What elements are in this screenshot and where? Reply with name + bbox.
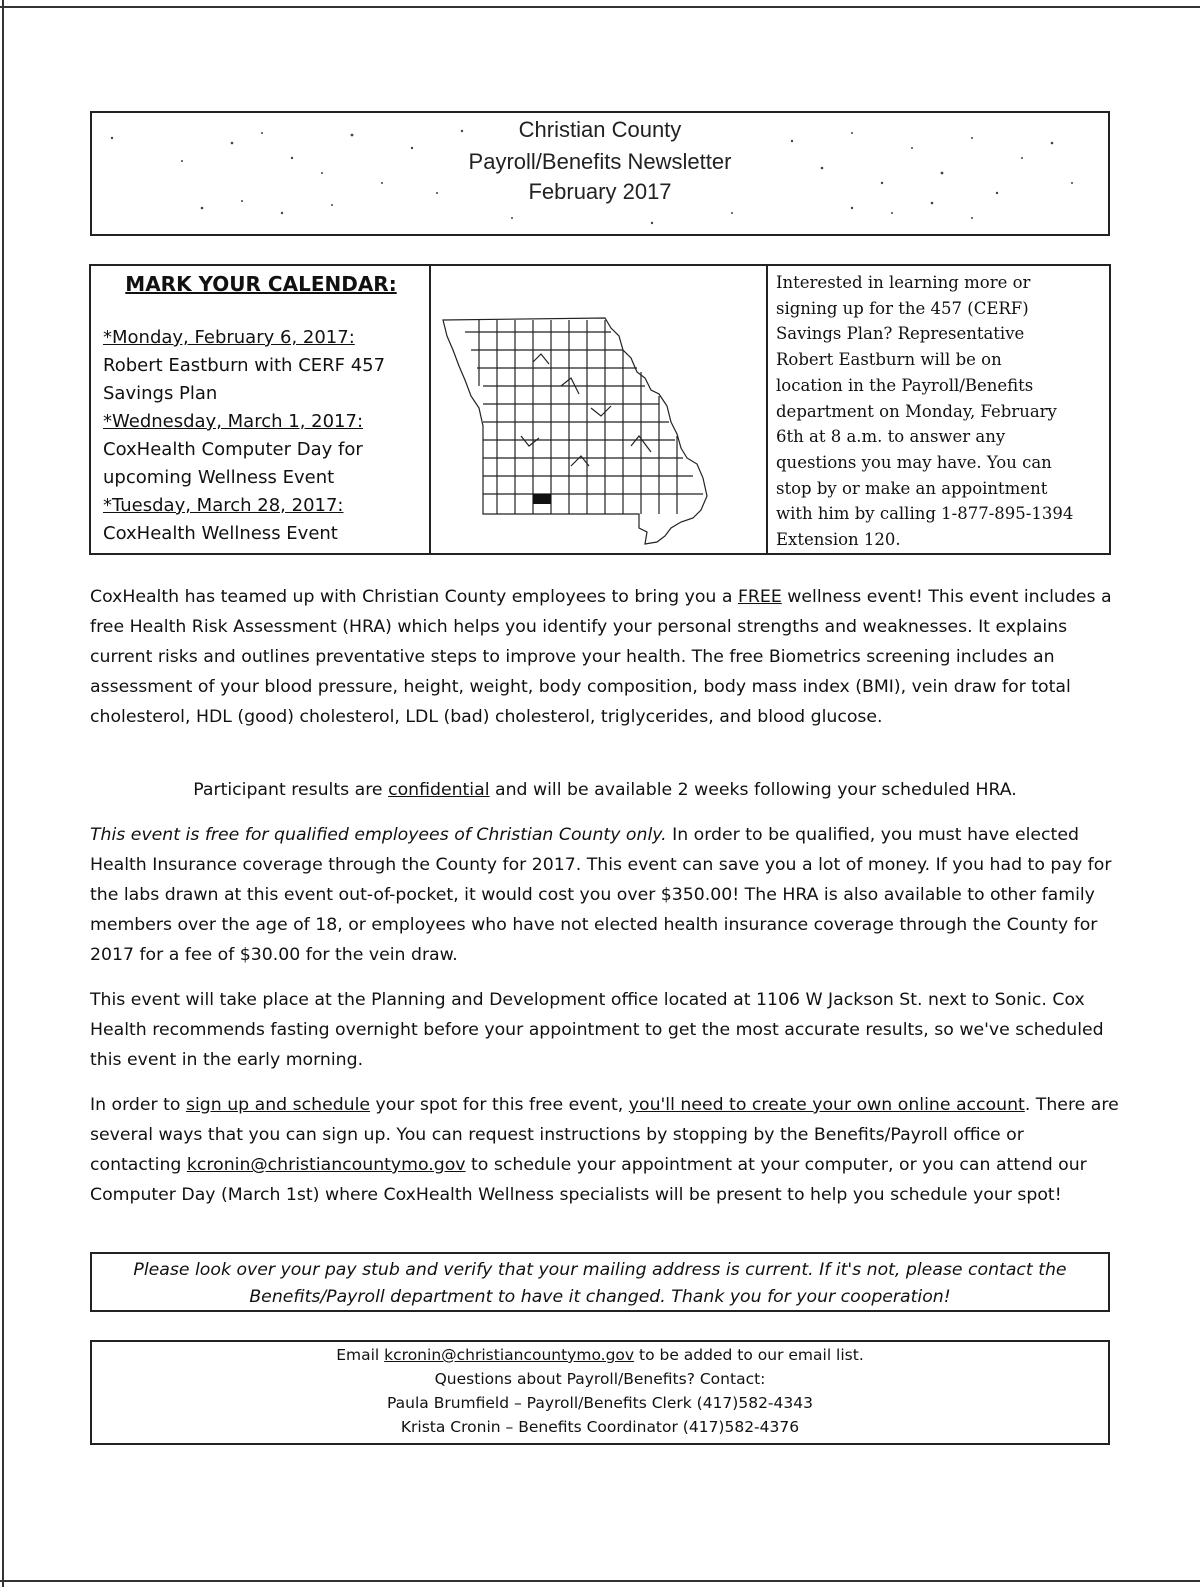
header-title: Payroll/Benefits Newsletter — [468, 149, 732, 174]
cerf-line: signing up for the 457 (CERF) — [776, 298, 1029, 318]
eligibility-paragraph — [90, 820, 1120, 970]
cerf-line: Savings Plan? Representative — [776, 324, 1025, 344]
signup-paragraph — [90, 1090, 1120, 1210]
cerf-line: Interested in learning more or — [776, 273, 1031, 292]
cerf-info — [768, 266, 1109, 553]
contact-person: Paula Brumfield – Payroll/Benefits Clerk (417)582-4343 — [387, 1394, 813, 1412]
header-county: Christian County — [518, 117, 682, 142]
header-date: February 2017 — [528, 179, 672, 204]
confidential-emphasis: confidential — [388, 780, 490, 800]
event-date: *Wednesday, March 1, 2017: — [103, 411, 364, 432]
event-description: Savings Plan — [103, 383, 218, 404]
address-notice — [90, 1252, 1110, 1312]
event-description: Robert Eastburn with CERF 457 — [103, 355, 386, 376]
calendar-column — [91, 266, 431, 553]
cerf-line: stop by or make an appointment — [776, 478, 1048, 498]
text-run: CoxHealth has teamed up with Christian County employees to bring you a — [90, 587, 738, 607]
text-run: your spot for this free event, — [370, 1095, 629, 1115]
free-emphasis: FREE — [737, 587, 782, 607]
cerf-line: Robert Eastburn will be on — [776, 350, 1002, 370]
text-run: In order to be qualified, you must have elected Health Insurance coverage through the County for 2017. This event can save you a lot of money. If you had to pay for the labs drawn at this event out-of-pocket, it would cost you over $350.00! The HRA is also available to other family members over the age of 18, or employees who have not elected health insurance coverage through the County for 2017 for a fee of $30.00 for the vein draw. — [90, 825, 1112, 965]
event-description: CoxHealth Wellness Event — [103, 523, 338, 544]
page-edge-left — [2, 0, 4, 1587]
text-run: to schedule your appointment at your computer, or you can attend our Computer Day (March 1st) where CoxHealth Wellness specialists will be present to help you schedule your spot! — [90, 1155, 1087, 1205]
wellness-paragraph — [90, 582, 1120, 732]
email-link[interactable]: kcronin@christiancountymo.gov — [186, 1155, 466, 1175]
cerf-line: with him by calling 1-877-895-1394 — [776, 504, 1074, 524]
cerf-line: location in the Payroll/Benefits — [776, 375, 1034, 395]
results-paragraph — [90, 775, 1120, 805]
cerf-line: Extension 120. — [776, 530, 901, 550]
page-edge-top — [0, 6, 1200, 8]
text-run: . There are several ways that you can sign up. You can request instructions by stopping by the Benefits/Payroll office or contacting — [90, 1095, 1119, 1175]
text-run: In order to — [90, 1095, 186, 1115]
cerf-line: 6th at 8 a.m. to answer any — [776, 427, 1006, 447]
calendar-title: MARK YOUR CALENDAR: — [125, 272, 397, 296]
eligibility-italic: This event is free for qualified employees of Christian County only. — [90, 825, 667, 845]
text-run: Email — [336, 1346, 385, 1364]
text-run: Participant results are — [193, 780, 389, 800]
event-date: *Monday, February 6, 2017: — [103, 327, 355, 348]
contact-box — [90, 1340, 1110, 1445]
contact-person: Krista Cronin – Benefits Coordinator (417)582-4376 — [400, 1418, 800, 1436]
page-edge-bottom — [0, 1580, 1200, 1582]
text-run: wellness event! This event includes a free Health Risk Assessment (HRA) which helps you identify your personal strengths and weaknesses. It explains current risks and outlines preventative steps to improve your health. The free Biometrics screening includes an assessment of your blood pressure, height, weight, body composition, body mass index (BMI), vein draw for total cholesterol, HDL (good) cholesterol, LDL (bad) cholesterol, triglycerides, and blood glucose. — [90, 587, 1112, 727]
christian-county-highlight — [533, 494, 551, 504]
location-paragraph: This event will take place at the Planning and Development office located at 1106 W Jackson St. next to Sonic. Cox Health recommends fasting overnight before your appointment to get the most accurate results, so we've scheduled this event in the early morning. — [90, 990, 1104, 1070]
signup-emphasis: sign up and schedule — [185, 1095, 371, 1115]
event-description: CoxHealth Computer Day for — [103, 439, 363, 460]
text-run: and will be available 2 weeks following your scheduled HRA. — [489, 780, 1017, 800]
questions-line: Questions about Payroll/Benefits? Contact: — [434, 1370, 766, 1388]
cerf-line: questions you may have. You can — [776, 452, 1052, 472]
missouri-map-cell — [431, 266, 768, 553]
notice-line: Benefits/Payroll department to have it changed. Thank you for your cooperation! — [249, 1287, 951, 1307]
event-description: upcoming Wellness Event — [103, 467, 335, 488]
contact-email-link[interactable]: kcronin@christiancountymo.gov — [384, 1346, 635, 1364]
notice-line: Please look over your pay stub and verify that your mailing address is current. If it's not, please contact the — [133, 1260, 1067, 1280]
missouri-county-map — [431, 266, 764, 553]
calendar-table — [89, 264, 1111, 555]
email-list-line — [92, 1343, 1108, 1367]
cerf-line: department on Monday, February — [776, 401, 1057, 421]
text-run: to be added to our email list. — [634, 1346, 864, 1364]
newsletter-header — [90, 111, 1110, 236]
event-date: *Tuesday, March 28, 2017: — [103, 495, 344, 516]
account-emphasis: you'll need to create your own online account — [628, 1095, 1025, 1115]
